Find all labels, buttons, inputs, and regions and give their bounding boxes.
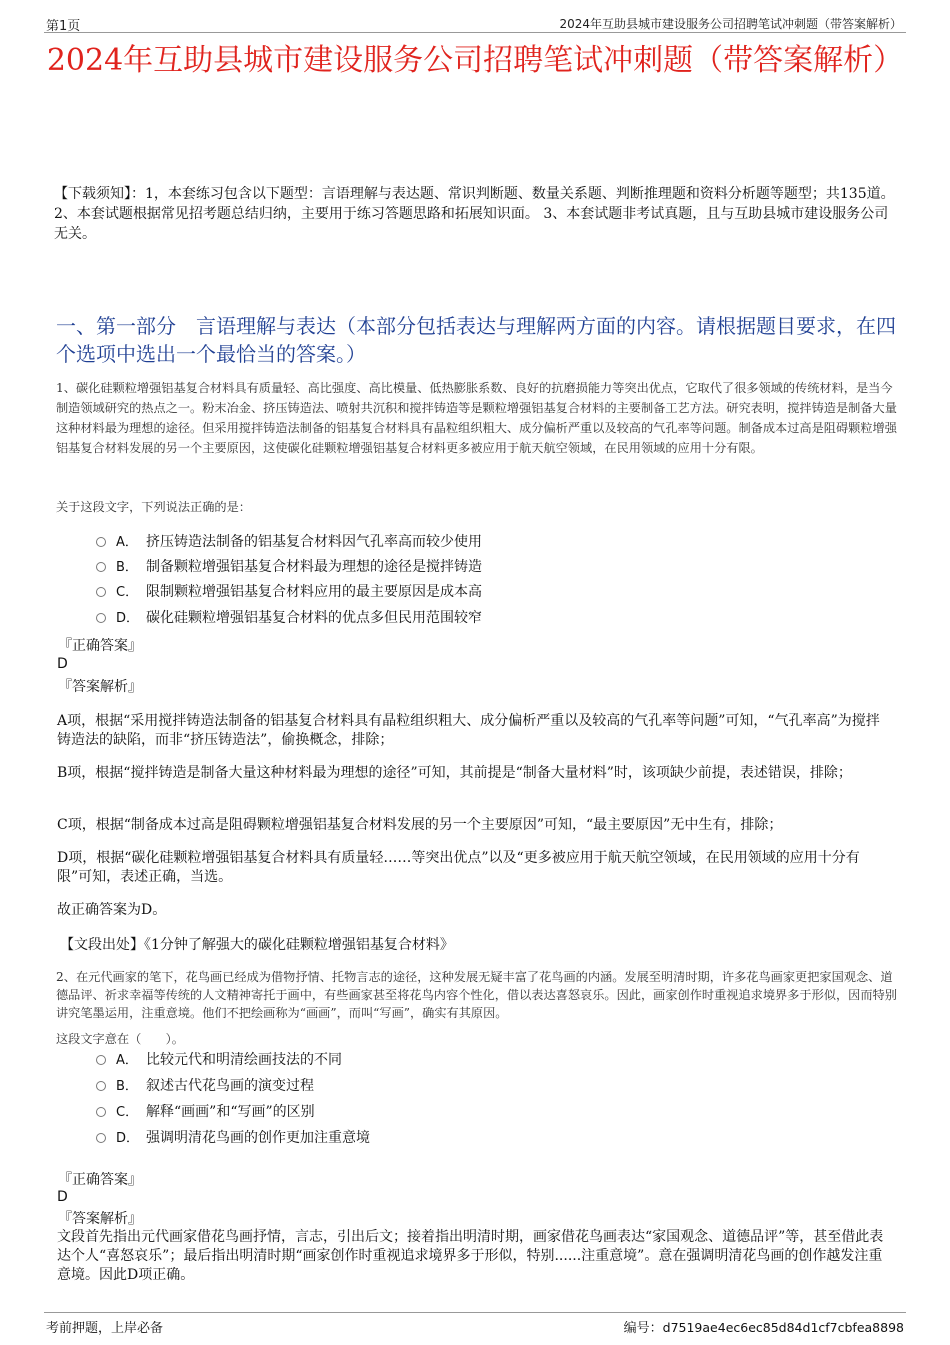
q1-prompt: 关于这段文字，下列说法正确的是： [56,500,251,514]
page-title: 2024年互助县城市建设服务公司招聘笔试冲刺题（带答案解析） [46,43,904,78]
q1-conclusion: 故正确答案为D。 [57,902,167,918]
q2-option-d[interactable]: D． 强调明清花鸟画的创作更加注重意境 [96,1128,370,1149]
q2-option-b[interactable]: B． 叙述古代花鸟画的演变过程 [96,1076,314,1097]
q2-prompt: 这段文字意在（ ）。 [56,1032,184,1046]
q1-option-c[interactable]: C． 限制颗粒增强铝基复合材料应用的最主要原因是成本高 [96,582,482,603]
radio-icon[interactable] [96,537,106,547]
footer-code-label: 编号： [623,1321,663,1336]
q1-answer-label: 『正确答案』 [58,638,142,654]
radio-icon[interactable] [96,1055,106,1065]
option-text: 比较元代和明清绘画技法的不同 [146,1052,342,1068]
q1-passage: 1、碳化硅颗粒增强铝基复合材料具有质量轻、高比强度、高比模量、低热膨胀系数、良好的抗磨损能力等突出优点，它取代了很多领域的传统材料，是当今制造领域研究的热点之一。粉末冶金、挤压铸造法、喷射共沉积和搅拌铸造等是颗粒增强铝基复合材料的主要制备工艺方法。研究表明，搅拌铸造是制备大量这种材料最为理想的途径。但采用搅拌铸造法制备的铝基复合材料具有晶粒组织粗大、成分偏析严重以及较高的气孔率等问题。制备成本过高是阻碍颗粒增强铝基复合材料发展的另一个主要原因，这使碳化硅颗粒增强铝基复合材料更多被应用于航天航空领域，在民用领域的应用十分有限。 [56,381,897,455]
radio-icon[interactable] [96,562,106,572]
q1-option-b[interactable]: B． 制备颗粒增强铝基复合材料最为理想的途径是搅拌铸造 [96,557,482,578]
q1-answer: D [57,656,68,672]
page-number: 第1页 [46,19,81,34]
page-header [44,12,906,33]
q1-source: 【文段出处】《1分钟了解强大的碳化硅颗粒增强铝基复合材料》 [60,937,454,953]
option-text: 解释“画画”和“写画”的区别 [146,1104,315,1120]
q2-option-c[interactable]: C． 解释“画画”和“写画”的区别 [96,1102,315,1123]
option-text: 挤压铸造法制备的铝基复合材料因气孔率高而较少使用 [146,534,482,550]
q2-passage: 2、在元代画家的笔下，花鸟画已经成为借物抒情、托物言志的途径，这种发展无疑丰富了花鸟画的内涵。发展至明清时期，许多花鸟画家更把家国观念、道德品评、祈求幸福等传统的人文精神寄托于画中，有些画家甚至将花鸟内容个性化，借以表达喜怒哀乐。因此，画家创作时重视追求境界多于形似，因而特别讲究笔墨运用，注重意境。他们不把绘画称为“画画”，而叫“写画”，确实有其原因。 [56,970,897,1020]
section-heading: 一、第一部分 言语理解与表达（本部分包括表达与理解两方面的内容。请根据题目要求，在四个选项中选出一个最恰当的答案。） [56,314,896,366]
q2-answer: D [57,1189,68,1205]
q1-analysis-c: C项，根据“制备成本过高是阻碍颗粒增强铝基复合材料发展的另一个主要原因”可知，“最主要原因”无中生有，排除； [57,817,783,833]
radio-icon[interactable] [96,1081,106,1091]
radio-icon[interactable] [96,587,106,597]
q1-analysis-d: D项，根据“碳化硅颗粒增强铝基复合材料具有质量轻……等突出优点”以及“更多被应用于航天航空领域，在民用领域的应用十分有限”可知，表述正确，当选。 [57,850,860,885]
q1-option-a[interactable]: A． 挤压铸造法制备的铝基复合材料因气孔率高而较少使用 [96,532,482,553]
download-notice: 【下载须知】：1，本套练习包含以下题型：言语理解与表达题、常识判断题、数量关系题、判断推理题和资料分析题等题型；共135道。 2、本套试题根据常见招考题总结归纳，主要用于练习答题思路和拓展知识面。 3、本套试题非考试真题，且与互助县城市建设服务公司无关。 [54,186,895,242]
q2-analysis-label: 『答案解析』 [58,1211,142,1227]
q1-analysis-label: 『答案解析』 [58,679,142,695]
footer-code-block [624,1317,904,1336]
q1-analysis-b: B项，根据“搅拌铸造是制备大量这种材料最为理想的途径”可知，其前提是“制备大量材料”时，该项缺少前提，表述错误，排除； [57,765,852,781]
option-text: 制备颗粒增强铝基复合材料最为理想的途径是搅拌铸造 [146,559,482,575]
q2-option-a[interactable]: A． 比较元代和明清绘画技法的不同 [96,1050,342,1071]
radio-icon[interactable] [96,1133,106,1143]
radio-icon[interactable] [96,613,106,623]
q1-option-d[interactable]: D． 碳化硅颗粒增强铝基复合材料的优点多但民用范围较窄 [96,608,482,629]
header-doc-title: 2024年互助县城市建设服务公司招聘笔试冲刺题（带答案解析） [559,17,902,31]
option-text: 强调明清花鸟画的创作更加注重意境 [146,1130,370,1146]
q2-analysis: 文段首先指出元代画家借花鸟画抒情，言志，引出后文；接着指出明清时期，画家借花鸟画表达“家国观念、道德品评”等，甚至借此表达个人“喜怒哀乐”；最后指出明清时期“画家创作时重视追求境界多于形似，特别......注重意境”。意在强调明清花鸟画的创作越发注重意境。因此D项正确。 [57,1229,884,1283]
radio-icon[interactable] [96,1107,106,1117]
page-footer [44,1312,906,1337]
option-text: 碳化硅颗粒增强铝基复合材料的优点多但民用范围较窄 [146,610,482,626]
option-text: 限制颗粒增强铝基复合材料应用的最主要原因是成本高 [146,584,482,600]
footer-code: d7519ae4ec6ec85d84d1cf7cbfea8898 [662,1320,904,1335]
q1-analysis-a: A项，根据“采用搅拌铸造法制备的铝基复合材料具有晶粒组织粗大、成分偏析严重以及较高的气孔率等问题”可知，“气孔率高”为搅拌铸造法的缺陷，而非“挤压铸造法”，偷换概念，排除； [57,713,880,748]
q2-answer-label: 『正确答案』 [58,1172,142,1188]
footer-slogan: 考前押题，上岸必备 [46,1321,164,1336]
option-text: 叙述古代花鸟画的演变过程 [146,1078,314,1094]
